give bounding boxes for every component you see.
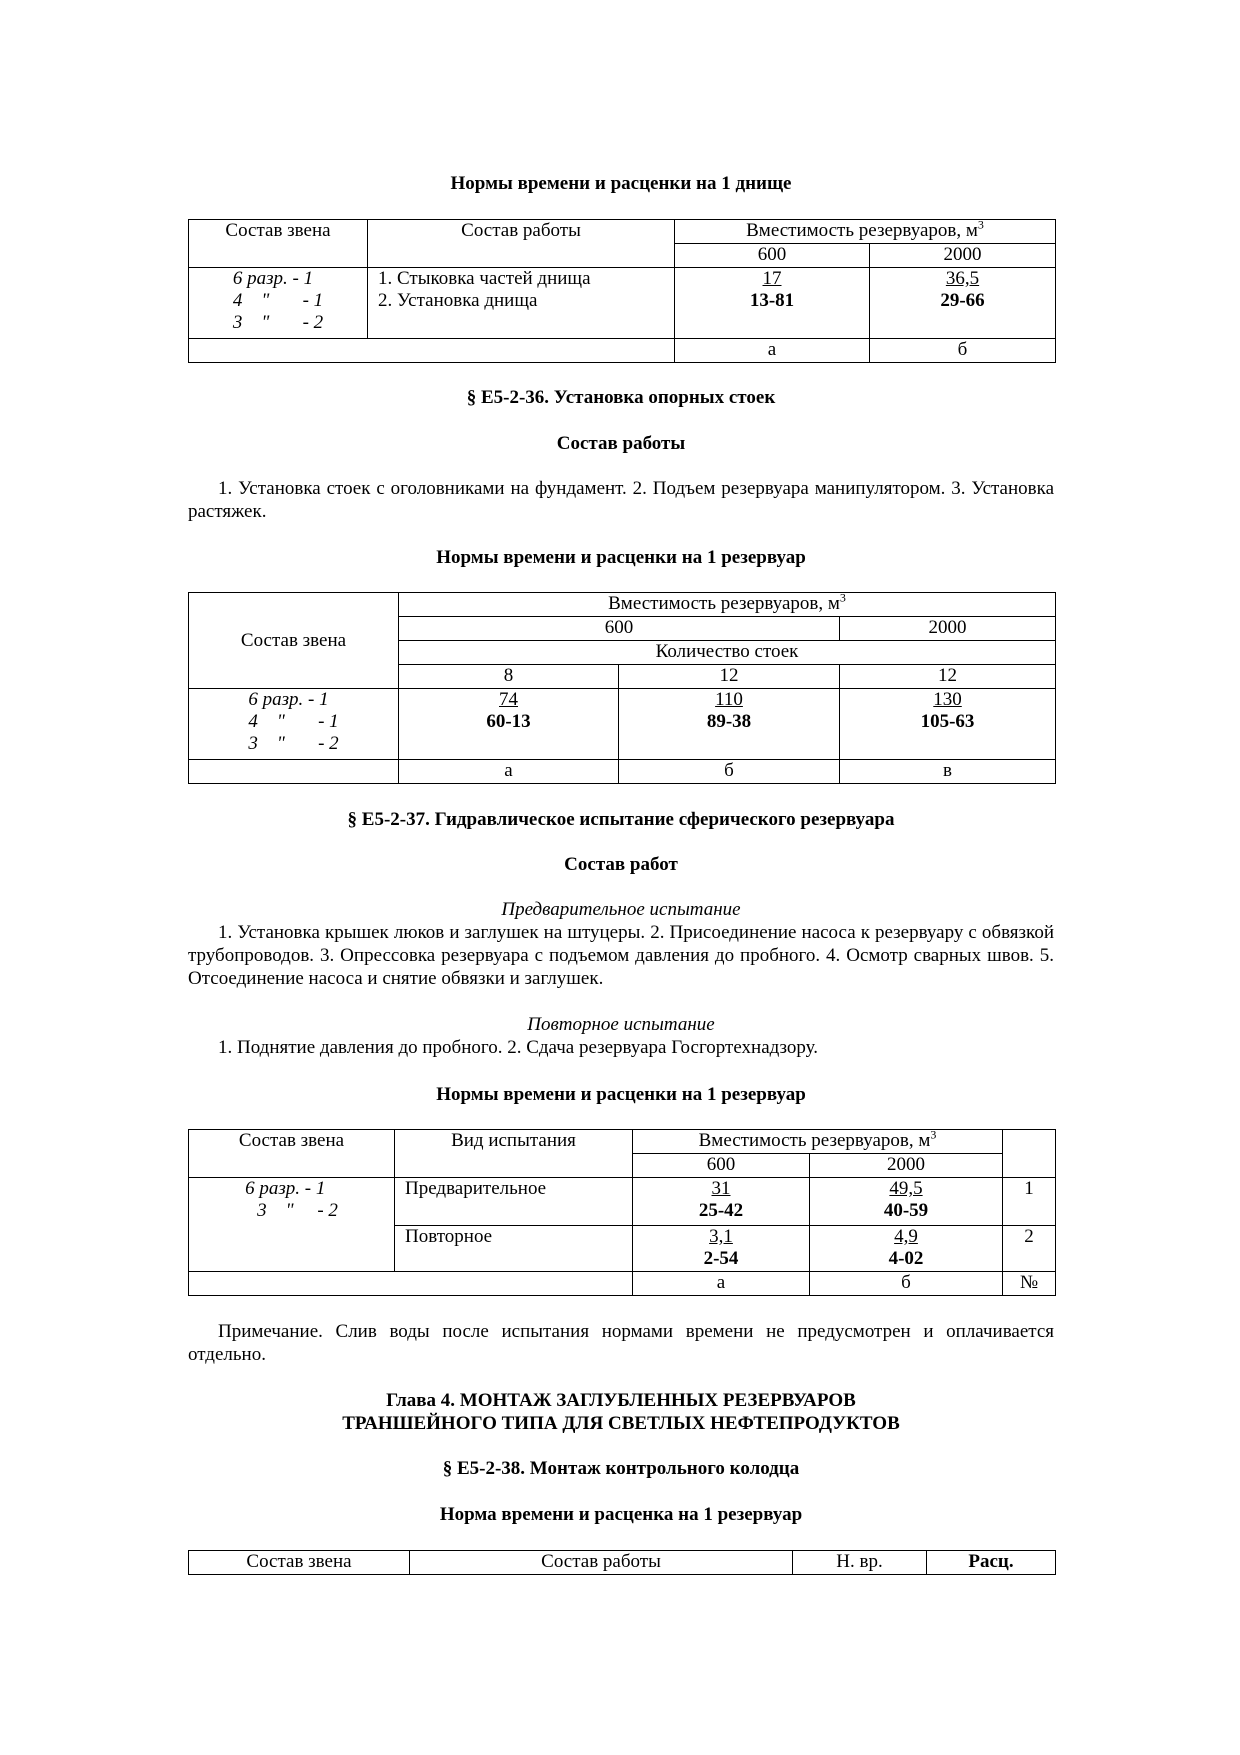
crew-line: 6 разр. - 1: [245, 1178, 326, 1199]
rate-value: 2-54: [703, 1248, 739, 1269]
crew-line: 6 разр. - 1: [248, 689, 329, 710]
table3-type-repeat: Повторное: [395, 1226, 633, 1272]
table3-crew-cell: [189, 1178, 395, 1272]
crew-line: 3 " - 2: [232, 312, 324, 333]
repeat-test-text: 1. Поднятие давления до пробного. 2. Сдача резервуара Госгортехнадзору.: [218, 1037, 819, 1058]
table2-posts-a: 8: [399, 665, 619, 689]
norm-value: 110: [715, 689, 743, 710]
table2-index-b: б: [619, 760, 840, 784]
table3: [188, 1129, 1056, 1296]
chapter-title-line2: ТРАНШЕЙНОГО ТИПА ДЛЯ СВЕТЛЫХ НЕФТЕПРОДУКТОВ: [342, 1413, 900, 1434]
table3-header-crew: Состав звена: [189, 1130, 395, 1178]
table1-crew-cell: [189, 268, 368, 339]
table1-cap-2000: 2000: [870, 244, 1056, 268]
table1-cap-600: 600: [675, 244, 870, 268]
table3-heading: Нормы времени и расценки на 1 резервуар: [436, 1084, 806, 1105]
table2-heading: Нормы времени и расценки на 1 резервуар: [436, 547, 806, 568]
table2-header-crew: Состав звена: [189, 593, 399, 689]
norm-value: 74: [499, 689, 518, 710]
rate-value: 13-81: [749, 290, 795, 311]
section-36-work-text: 1. Установка стоек с оголовниками на фундамент. 2. Подъем резервуара манипулятором. 3. Установка растяжек.: [188, 478, 1054, 522]
note-text: Примечание. Слив воды после испытания нормами времени не предусмотрен и оплачивается отдельно.: [188, 1321, 1054, 1365]
table3-cap-600: 600: [633, 1154, 810, 1178]
table2-value-a: [399, 689, 619, 760]
table1-header-work: Состав работы: [368, 220, 675, 268]
norm-value: 49,5: [889, 1178, 923, 1199]
work-item: 2. Установка днища: [378, 290, 538, 311]
chapter-title-line1: Глава 4. МОНТАЖ ЗАГЛУБЛЕННЫХ РЕЗЕРВУАРОВ: [386, 1390, 856, 1411]
pre-test-text: 1. Установка крышек люков и заглушек на штуцеры. 2. Присоединение насоса к резервуару с обвязкой трубопроводов. 3. Опрессовка резервуара с подъемом давления до пробного. 4. Осмотр сварных швов. 5. Отсоединение насоса и снятие обвязки и заглушек.: [188, 922, 1054, 989]
table1-header-crew: Состав звена: [189, 220, 368, 268]
table3-index-a: а: [633, 1272, 810, 1296]
table3-row2-value-a: [633, 1226, 810, 1272]
table3-row1-number: 1: [1003, 1178, 1056, 1226]
norm-value: 130: [933, 689, 962, 710]
table2-posts-b: 12: [619, 665, 840, 689]
table3-index-b: б: [810, 1272, 1003, 1296]
norm-value: 4,9: [894, 1226, 918, 1247]
table3-row2-number: 2: [1003, 1226, 1056, 1272]
rate-value: 25-42: [698, 1200, 744, 1221]
crew-line: 4 " - 1: [232, 290, 324, 311]
table2-value-c: [840, 689, 1056, 760]
table2-header-capacity: Вместимость резервуаров, $м^3$: [399, 593, 1056, 617]
pre-test-title: Предварительное испытание: [501, 899, 741, 920]
table4-header-crew: Состав звена: [189, 1551, 410, 1575]
table3-cap-2000: 2000: [810, 1154, 1003, 1178]
rate-value: 4-02: [888, 1248, 924, 1269]
table1-value-b: [870, 268, 1056, 339]
table3-row2-value-b: [810, 1226, 1003, 1272]
table4-heading: Норма времени и расценка на 1 резервуар: [439, 1504, 803, 1525]
work-item: 1. Стыковка частей днища: [378, 268, 591, 289]
table2-index-a: а: [399, 760, 619, 784]
table1-value-a: [675, 268, 870, 339]
section-36-title: § Е5-2-36. Установка опорных стоек: [466, 387, 776, 408]
table1: [188, 219, 1056, 363]
norm-value: 17: [762, 268, 782, 289]
crew-line: 6 разр. - 1: [232, 268, 314, 289]
table1-heading: Нормы времени и расценки на 1 днище: [450, 173, 792, 194]
table2-value-b: [619, 689, 840, 760]
rate-value: 40-59: [883, 1200, 929, 1221]
crew-line: 3 " - 2: [248, 733, 339, 754]
table3-row1-value-b: [810, 1178, 1003, 1226]
rate-value: 60-13: [486, 711, 531, 732]
table2-crew-cell: [189, 689, 399, 760]
norm-value: 36,5: [945, 268, 980, 289]
table2-index-blank: [189, 760, 399, 784]
table1-index-b: б: [870, 339, 1056, 363]
repeat-test-title: Повторное испытание: [527, 1014, 715, 1035]
table2: [188, 592, 1056, 784]
table2-cap-2000: 2000: [840, 617, 1056, 641]
table2-posts-c: 12: [840, 665, 1056, 689]
table4-header-norm: Н. вр.: [793, 1551, 927, 1575]
norm-value: 3,1: [709, 1226, 733, 1247]
table3-index-blank: [189, 1272, 633, 1296]
section-36-work-heading: Состав работы: [556, 433, 686, 454]
rate-value: 29-66: [940, 290, 985, 311]
table3-type-preliminary: Предварительное: [395, 1178, 633, 1226]
table2-index-c: в: [840, 760, 1056, 784]
section-37-title: § Е5-2-37. Гидравлическое испытание сферического резервуара: [347, 809, 895, 830]
table4: [188, 1550, 1056, 1575]
norm-value: 31: [711, 1178, 731, 1199]
table3-header-blank: [1003, 1130, 1056, 1178]
table3-header-capacity: Вместимость резервуаров, $м^3$: [633, 1130, 1003, 1154]
rate-value: 105-63: [920, 711, 975, 732]
section-38-title: § Е5-2-38. Монтаж контрольного колодца: [442, 1458, 800, 1479]
table3-row1-value-a: [633, 1178, 810, 1226]
table1-header-capacity: Вместимость резервуаров, $м^3$: [675, 220, 1056, 244]
table1-work-cell: [368, 268, 675, 339]
table2-posts-label: Количество стоек: [399, 641, 1056, 665]
table4-header-work: Состав работы: [410, 1551, 793, 1575]
rate-value: 89-38: [706, 711, 752, 732]
table3-header-test: Вид испытания: [395, 1130, 633, 1178]
crew-line: 4 " - 1: [248, 711, 339, 732]
table1-index-a: а: [675, 339, 870, 363]
table3-index-num: №: [1003, 1272, 1056, 1296]
table2-cap-600: 600: [399, 617, 840, 641]
crew-line: 3 " - 2: [257, 1200, 338, 1221]
table1-index-blank: [189, 339, 675, 363]
table4-header-rate: Расц.: [927, 1551, 1056, 1575]
section-37-work-heading: Состав работ: [564, 854, 678, 875]
